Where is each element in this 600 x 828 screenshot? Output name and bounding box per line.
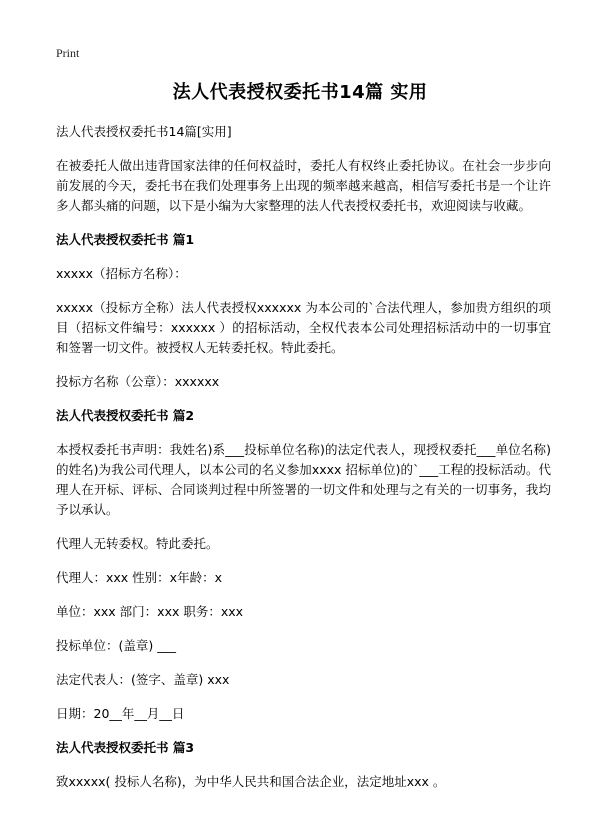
section-paragraph: 投标方名称（公章）：xxxxxx (56, 374, 220, 389)
document-subtitle: 法人代表授权委托书14篇[实用] (56, 124, 232, 139)
section-heading: 法人代表授权委托书 篇1 (56, 232, 195, 247)
section-paragraph: 本授权委托书声明：我姓名)系___投标单位名称)的法定代表人，现授权委托___单位名称)的姓名)为我公司代理人，以本公司的名义参加xxxx 招标单位)的`___工程的投标活动。代理人在开标、评标、合同谈判过程中所签署的一切文件和处理与之有关的一切事务，我均予以承认。 (56, 442, 551, 517)
section-paragraph: 日期：20__年__月__日 (56, 706, 185, 721)
document-title: 法人代表授权委托书14篇 实用 (172, 82, 428, 103)
section-paragraph: 代理人：xxx 性别：x年龄：x (56, 570, 222, 585)
section-heading: 法人代表授权委托书 篇2 (56, 408, 195, 423)
section-paragraph: 致xxxxx( 投标人名称)，为中华人民共和国合法企业，法定地址xxx 。 (56, 774, 446, 789)
section-heading: 法人代表授权委托书 篇3 (56, 740, 195, 755)
section-paragraph: 单位：xxx 部门：xxx 职务：xxx (56, 604, 244, 619)
section-paragraph: 代理人无转委权。特此委托。 (56, 536, 219, 551)
section-paragraph: 投标单位：(盖章) ___ (56, 638, 176, 653)
document-body (56, 122, 551, 806)
section-paragraph: xxxxx（招标方名称）： (56, 266, 187, 281)
intro-paragraph: 在被委托人做出违背国家法律的任何权益时，委托人有权终止委托协议。在社会一步步向前发展的今天，委托书在我们处理事务上出现的频率越来越高，相信写委托书是一个让许多人都头痛的问题，以下是小编为大家整理的法人代表授权委托书，欢迎阅读与收藏。 (56, 158, 551, 213)
section-paragraph: 法定代表人：(签字、盖章) xxx (56, 672, 230, 687)
print-label: Print (56, 46, 80, 60)
section-paragraph: xxxxx（投标方全称）法人代表授权xxxxxx 为本公司的`合法代理人，参加贵方组织的项目（招标文件编号：xxxxxx ）的招标活动，全权代表本公司处理招标活动中的一切事宜和签署一切文件。被授权人无转委托权。特此委托。 (56, 300, 551, 355)
